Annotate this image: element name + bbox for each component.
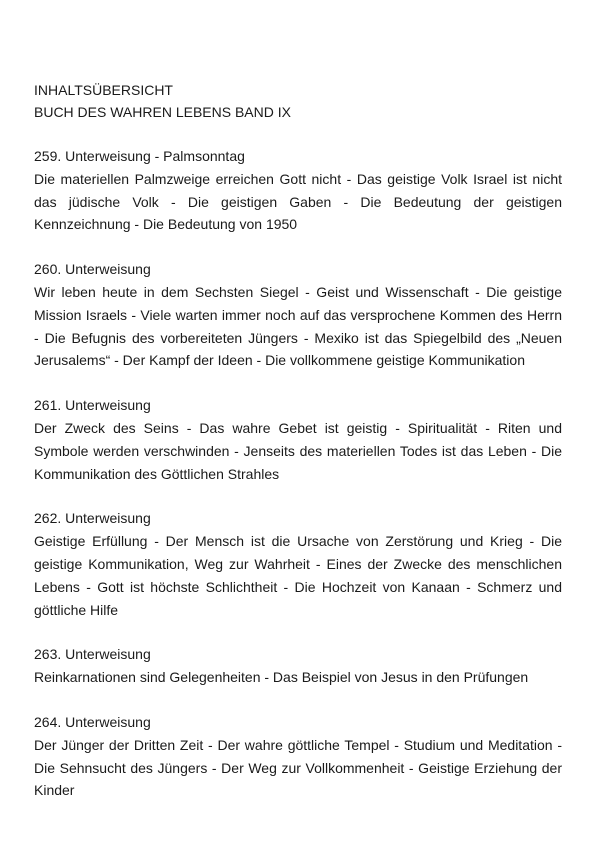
toc-entry-260 — [34, 258, 562, 372]
toc-entry-264 — [34, 711, 562, 802]
document-title: INHALTSÜBERSICHT — [34, 82, 173, 98]
toc-entry-summary: Geistige Erfüllung - Der Mensch ist die Ursache von Zerstörung und Krieg - Die geistige Kommunikation, Weg zur Wahrheit - Eines der Zwecke des menschlichen Lebens - Gott ist höchste Schlichtheit - Die Hochzeit von Kanaan - Schmerz und göttliche Hilfe — [34, 533, 562, 618]
toc-entry-summary: Die materiellen Palmzweige erreichen Gott nicht - Das geistige Volk Israel ist nicht das jüdische Volk - Die geistigen Gaben - Die Bedeutung der geistigen Kennzeichnung - Die Bedeutung von 1950 — [34, 170, 562, 233]
toc-entry-title: 260. Unterweisung — [34, 261, 151, 278]
toc-entry-263 — [34, 643, 562, 689]
document-subtitle: BUCH DES WAHREN LEBENS BAND IX — [34, 104, 291, 120]
toc-entry-261 — [34, 394, 562, 485]
toc-entry-summary: Reinkarnationen sind Gelegenheiten - Das Beispiel von Jesus in den Prüfungen — [34, 669, 529, 686]
toc-entry-title: 262. Unterweisung — [34, 510, 151, 527]
page-content — [34, 79, 562, 802]
toc-entry-title: 259. Unterweisung - Palmsonntag — [34, 148, 245, 164]
toc-entry-summary: Wir leben heute in dem Sechsten Siegel - Geist und Wissenschaft - Die geistige Mission Israels - Viele warten immer noch auf das versprochene Kommen des Herrn - Die Befugnis des vorbereiteten Jüngers - Mexiko ist das Spiegelbild des „Neuen Jerusalems“ - Der Kampf der Ideen - Die vollkommene geistige Kommunikation — [34, 283, 562, 369]
toc-entry-summary: Der Jünger der Dritten Zeit - Der wahre göttliche Tempel - Studium und Meditation - Die Sehnsucht des Jüngers - Der Weg zur Vollkommenheit - Geistige Erziehung der Kinder — [34, 736, 562, 799]
toc-entry-summary: Der Zweck des Seins - Das wahre Gebet ist geistig - Spiritualität - Riten und Symbole werden verschwinden - Jenseits des materiellen Todes ist das Leben - Die Kommunikation des Göttlichen Strahles — [34, 419, 562, 482]
toc-entry-262 — [34, 507, 562, 621]
toc-entry-title: 263. Unterweisung — [34, 646, 151, 663]
toc-entry-title: 261. Unterweisung — [34, 397, 151, 414]
toc-entry-259 — [34, 145, 562, 236]
toc-entry-title: 264. Unterweisung — [34, 713, 151, 730]
